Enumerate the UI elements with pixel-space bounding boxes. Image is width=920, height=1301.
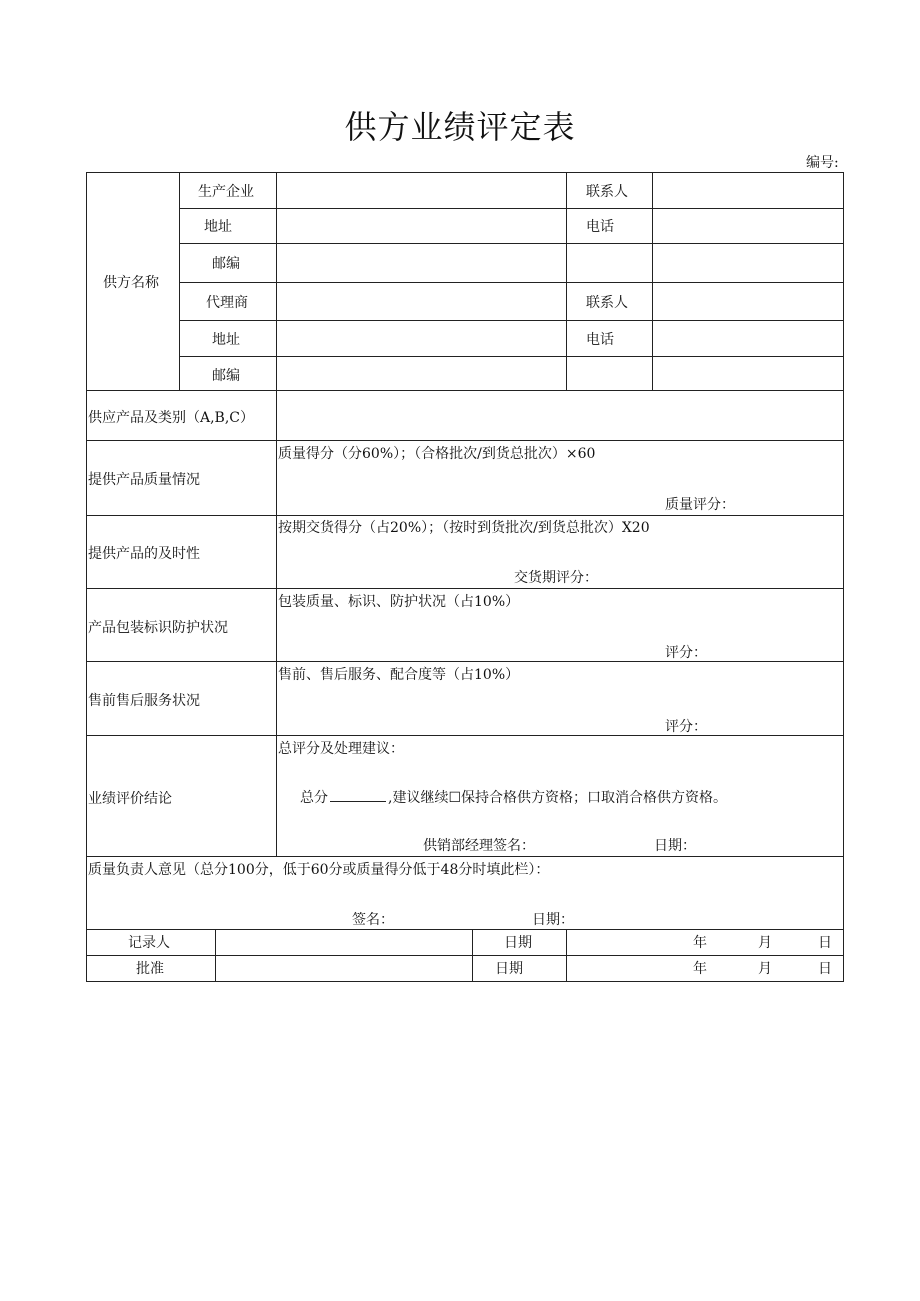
row-divider: [86, 661, 844, 662]
recorder-month-label: 月: [758, 935, 772, 951]
contact-label-1: 联系人: [586, 184, 628, 200]
qm-sign-label: 签名：: [352, 912, 394, 928]
approver-year-label: 年: [693, 961, 707, 977]
contact-label-2: 联系人: [586, 295, 628, 311]
approver-day-label: 日: [818, 961, 832, 977]
row-divider: [86, 440, 844, 441]
approver-label: 批准: [136, 961, 164, 977]
row-divider: [86, 856, 844, 857]
service-score-label: 评分：: [665, 719, 707, 735]
col-divider: [472, 929, 473, 981]
conclusion-date-label: 日期：: [654, 838, 696, 854]
col-divider: [566, 172, 567, 390]
row-divider: [86, 588, 844, 589]
approver-date-label: 日期: [495, 961, 523, 977]
table-border-top: [86, 172, 844, 173]
service-desc: 售前、售后服务、配合度等（占10%）: [278, 667, 520, 683]
phone-label-2: 电话: [586, 332, 614, 348]
manager-sign-label: 供销部经理签名：: [423, 838, 535, 854]
timeliness-section-label: 提供产品的及时性: [88, 546, 200, 562]
row-divider: [179, 320, 844, 321]
phone-label-1: 电话: [586, 219, 614, 235]
packaging-section-label: 产品包装标识防护状况: [88, 620, 228, 636]
row-divider: [179, 208, 844, 209]
col-divider: [215, 929, 216, 981]
agent-label: 代理商: [206, 295, 248, 311]
packaging-score-label: 评分：: [665, 645, 707, 661]
quality-manager-opinion: 质量负责人意见（总分100分，低于60分或质量得分低于48分时填此栏）：: [88, 862, 550, 878]
delivery-score-label: 交货期评分：: [514, 570, 598, 586]
packaging-desc: 包装质量、标识、防护状况（占10%）: [278, 594, 520, 610]
row-divider: [86, 929, 844, 930]
service-section-label: 售前售后服务状况: [88, 693, 200, 709]
qm-date-label: 日期：: [532, 912, 574, 928]
approver-month-label: 月: [758, 961, 772, 977]
quality-score-label: 质量评分：: [665, 497, 735, 513]
table-border-right: [843, 172, 844, 981]
row-divider: [179, 356, 844, 357]
supplier-name-label: 供方名称: [103, 275, 159, 291]
recorder-label: 记录人: [128, 935, 170, 951]
conclusion-total-line: [300, 787, 727, 807]
total-prefix: 总分: [300, 790, 328, 806]
total-score-blank[interactable]: [330, 789, 386, 802]
address-label-2: 地址: [212, 332, 240, 348]
doc-number-label: 编号:: [806, 155, 839, 171]
page-title: 供方业绩评定表: [344, 108, 576, 146]
address-label-1: 地址: [204, 219, 232, 235]
row-divider: [86, 515, 844, 516]
total-suffix: ,建议继续☐保持合格供方资格；口取消合格供方资格。: [388, 790, 727, 806]
conclusion-section-label: 业绩评价结论: [88, 791, 172, 807]
product-category-label: 供应产品及类别（A,B,C）: [88, 410, 255, 426]
recorder-date-label: 日期: [504, 935, 532, 951]
row-divider: [86, 735, 844, 736]
row-divider: [179, 282, 844, 283]
recorder-year-label: 年: [693, 935, 707, 951]
postcode-label-1: 邮编: [212, 256, 240, 272]
row-divider: [86, 390, 844, 391]
quality-section-label: 提供产品质量情况: [88, 472, 200, 488]
row-divider: [179, 243, 844, 244]
table-border-bottom: [86, 981, 844, 982]
col-divider: [566, 929, 567, 981]
col-divider: [652, 172, 653, 390]
recorder-day-label: 日: [818, 935, 832, 951]
conclusion-heading: 总评分及处理建议：: [278, 741, 404, 757]
col-divider: [276, 172, 277, 856]
col-divider: [179, 172, 180, 390]
quality-formula: 质量得分（分60%）；（合格批次/到货总批次）×60: [278, 446, 596, 462]
row-divider: [86, 955, 844, 956]
timeliness-formula: 按期交货得分（占20%）；（按时到货批次/到货总批次）X20: [278, 520, 650, 536]
postcode-label-2: 邮编: [212, 368, 240, 384]
manufacturer-label: 生产企业: [198, 184, 254, 200]
table-border-left: [86, 172, 87, 981]
